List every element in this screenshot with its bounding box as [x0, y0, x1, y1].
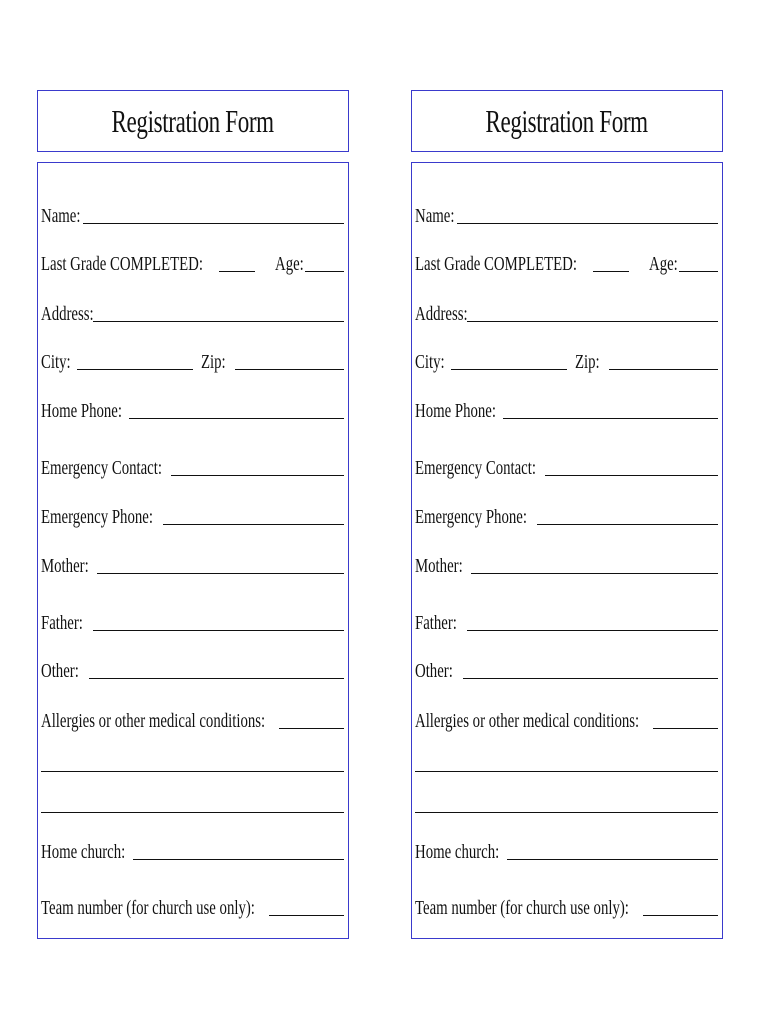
last-grade-field[interactable] [593, 271, 629, 272]
emergency-phone-label: Emergency Phone: [41, 506, 153, 528]
father-label: Father: [41, 612, 83, 634]
emergency-contact-label: Emergency Contact: [41, 457, 162, 479]
allergies-label: Allergies or other medical conditions: [41, 710, 266, 732]
title-box [411, 90, 723, 152]
emergency-contact-row [41, 457, 344, 479]
age-field[interactable] [679, 271, 718, 272]
name-label: Name: [415, 205, 455, 227]
father-label: Father: [415, 612, 457, 634]
address-row [41, 303, 344, 325]
name-field[interactable] [83, 223, 344, 224]
emergency-contact-field[interactable] [171, 475, 344, 476]
allergies-row [415, 710, 718, 732]
age-label: Age: [275, 253, 304, 275]
allergies-extra-line-1[interactable] [415, 771, 718, 772]
emergency-phone-field[interactable] [537, 524, 718, 525]
zip-label: Zip: [575, 351, 600, 373]
home-church-field[interactable] [133, 859, 344, 860]
father-row [41, 612, 344, 634]
title-box [37, 90, 349, 152]
registration-form-right [411, 90, 723, 939]
allergies-label: Allergies or other medical conditions: [415, 710, 640, 732]
home-phone-row [415, 400, 718, 422]
home-phone-label: Home Phone: [415, 400, 496, 422]
emergency-phone-row [415, 506, 718, 528]
form-title: Registration Form [485, 102, 649, 139]
name-label: Name: [41, 205, 81, 227]
city-zip-row [415, 351, 718, 373]
allergies-field[interactable] [279, 728, 344, 729]
other-label: Other: [415, 660, 453, 682]
team-number-row [415, 897, 718, 919]
mother-field[interactable] [471, 573, 718, 574]
last-grade-label: Last Grade COMPLETED: [415, 253, 577, 275]
team-number-field[interactable] [269, 915, 344, 916]
team-number-row [41, 897, 344, 919]
emergency-contact-label: Emergency Contact: [415, 457, 536, 479]
team-number-label: Team number (for church use only): [415, 897, 629, 919]
home-church-field[interactable] [507, 859, 718, 860]
city-label: City: [415, 351, 445, 373]
team-number-field[interactable] [643, 915, 718, 916]
other-row [41, 660, 344, 682]
form-title: Registration Form [111, 102, 275, 139]
emergency-phone-row [41, 506, 344, 528]
age-field[interactable] [305, 271, 344, 272]
last-grade-label: Last Grade COMPLETED: [41, 253, 203, 275]
other-row [415, 660, 718, 682]
allergies-extra-line-2[interactable] [41, 812, 344, 813]
other-field[interactable] [89, 678, 344, 679]
emergency-phone-field[interactable] [163, 524, 344, 525]
mother-row [41, 555, 344, 577]
grade-age-row [415, 253, 718, 275]
city-field[interactable] [451, 369, 567, 370]
home-phone-field[interactable] [129, 418, 344, 419]
mother-label: Mother: [415, 555, 463, 577]
home-church-label: Home church: [415, 841, 500, 863]
emergency-contact-field[interactable] [545, 475, 718, 476]
allergies-field[interactable] [653, 728, 718, 729]
grade-age-row [41, 253, 344, 275]
form-body [37, 162, 349, 939]
zip-field[interactable] [609, 369, 718, 370]
form-body [411, 162, 723, 939]
allergies-row [41, 710, 344, 732]
other-label: Other: [41, 660, 79, 682]
zip-field[interactable] [235, 369, 344, 370]
name-field[interactable] [457, 223, 718, 224]
home-phone-label: Home Phone: [41, 400, 122, 422]
address-label: Address: [415, 303, 468, 325]
name-row [415, 205, 718, 227]
name-row [41, 205, 344, 227]
father-field[interactable] [93, 630, 344, 631]
mother-field[interactable] [97, 573, 344, 574]
emergency-contact-row [415, 457, 718, 479]
home-church-label: Home church: [41, 841, 126, 863]
age-label: Age: [649, 253, 678, 275]
father-row [415, 612, 718, 634]
last-grade-field[interactable] [219, 271, 255, 272]
allergies-extra-line-2[interactable] [415, 812, 718, 813]
home-phone-field[interactable] [503, 418, 718, 419]
mother-label: Mother: [41, 555, 89, 577]
home-phone-row [41, 400, 344, 422]
address-field[interactable] [93, 321, 344, 322]
city-field[interactable] [77, 369, 193, 370]
registration-form-left [37, 90, 349, 939]
emergency-phone-label: Emergency Phone: [415, 506, 527, 528]
allergies-extra-line-1[interactable] [41, 771, 344, 772]
zip-label: Zip: [201, 351, 226, 373]
mother-row [415, 555, 718, 577]
other-field[interactable] [463, 678, 718, 679]
address-row [415, 303, 718, 325]
address-field[interactable] [467, 321, 718, 322]
city-zip-row [41, 351, 344, 373]
address-label: Address: [41, 303, 94, 325]
team-number-label: Team number (for church use only): [41, 897, 255, 919]
father-field[interactable] [467, 630, 718, 631]
home-church-row [41, 841, 344, 863]
home-church-row [415, 841, 718, 863]
city-label: City: [41, 351, 71, 373]
